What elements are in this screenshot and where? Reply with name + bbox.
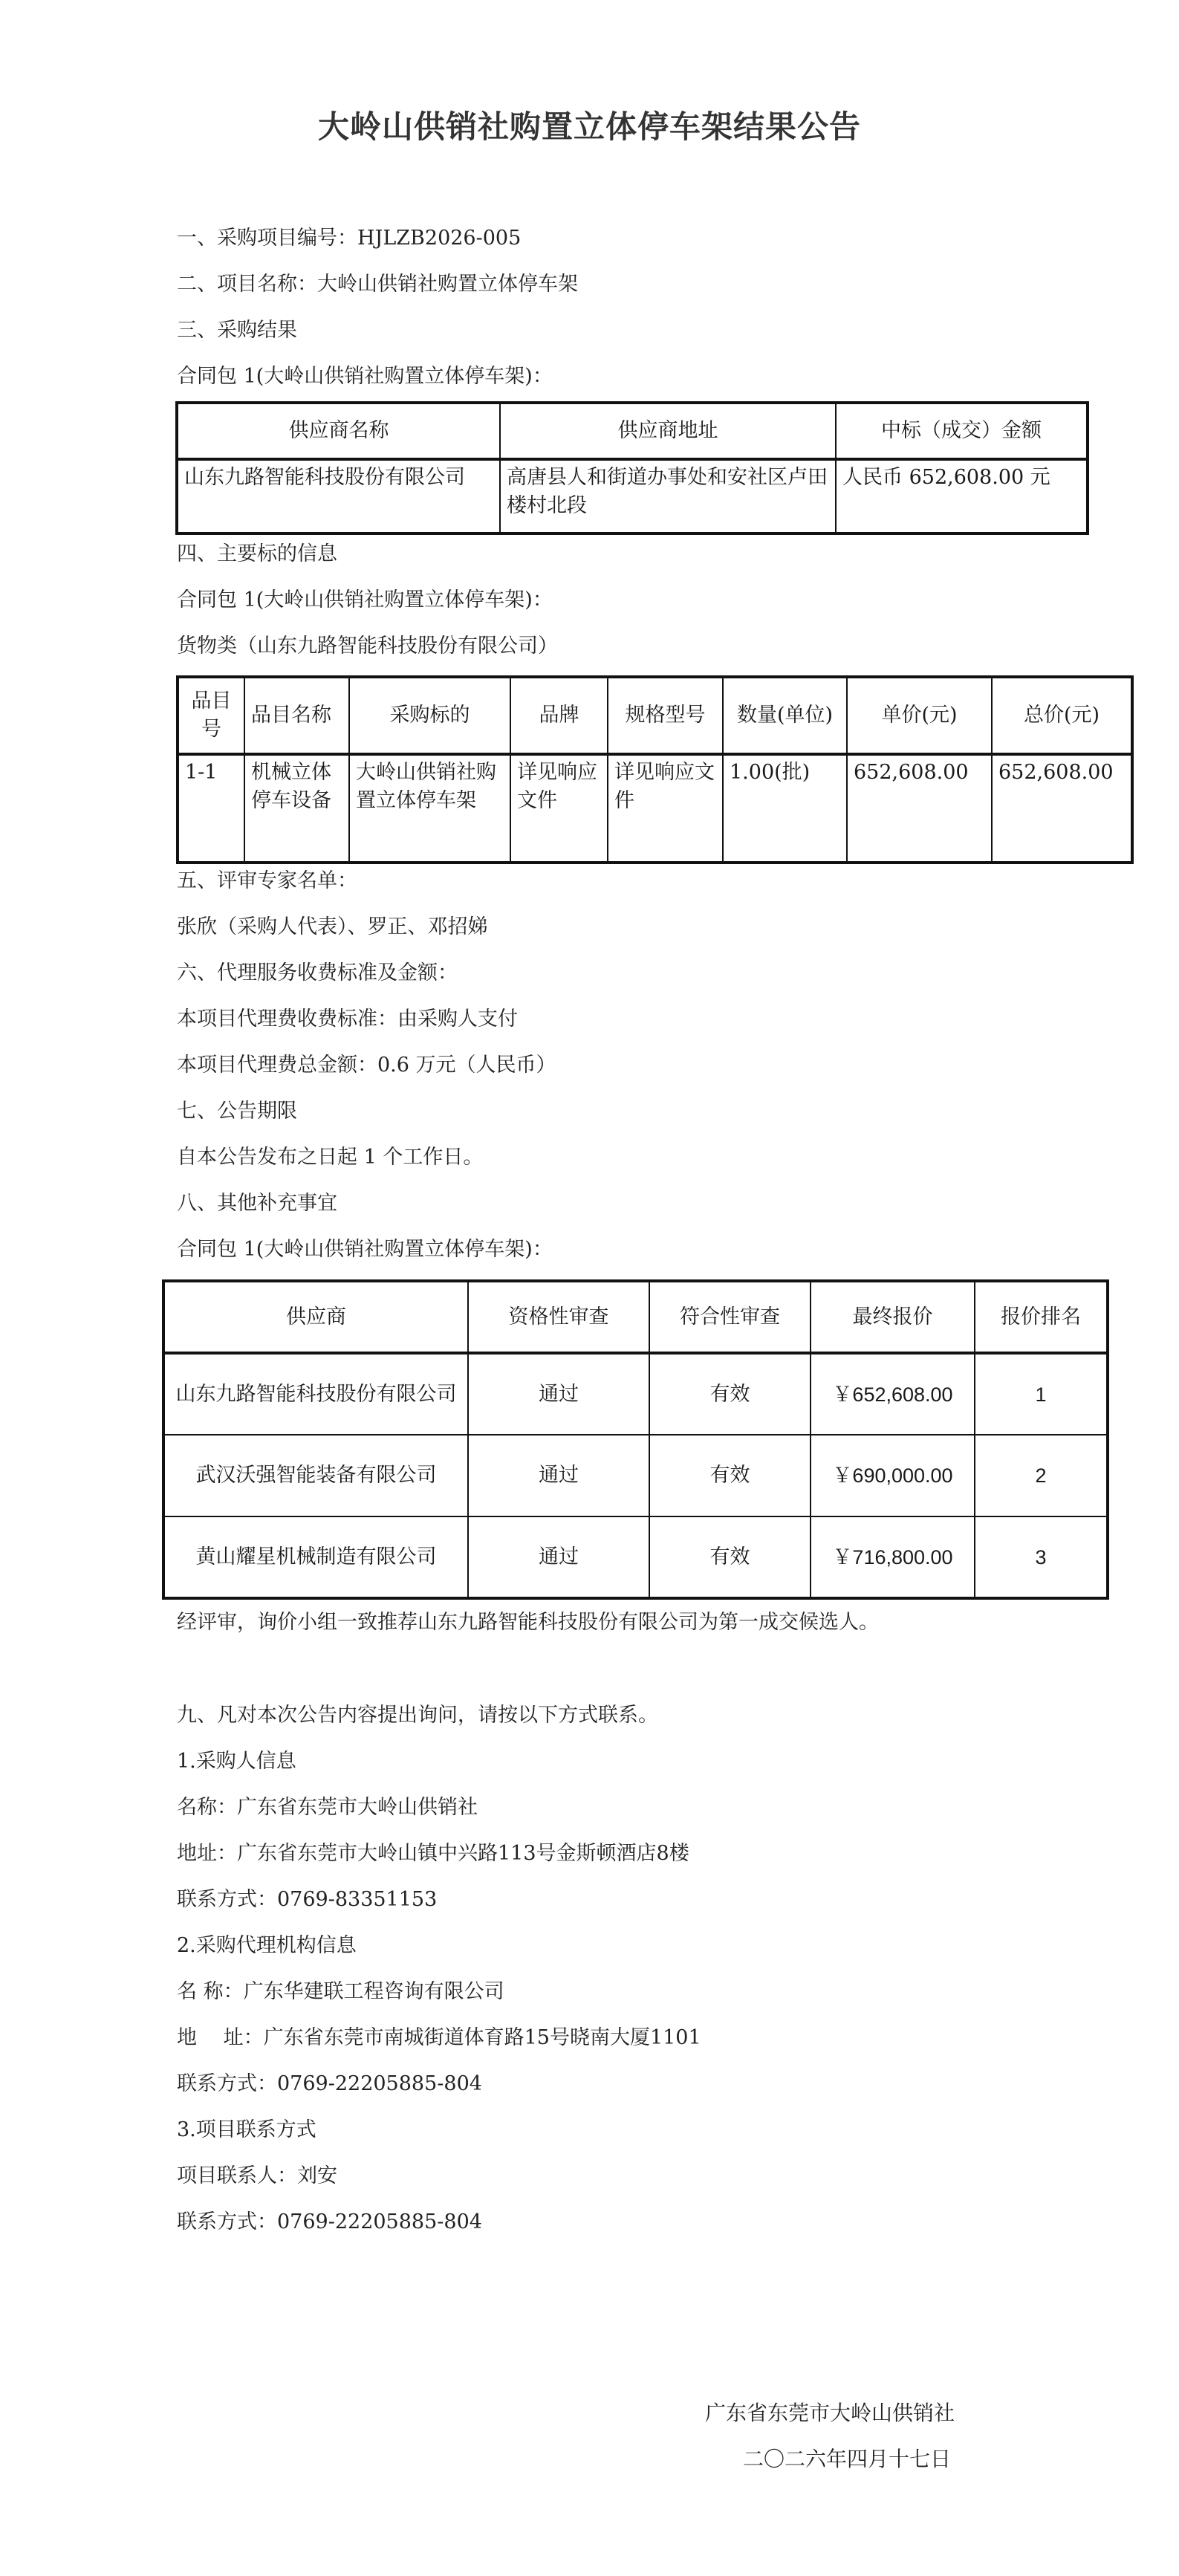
supplier-name-cell: 山东九路智能科技股份有限公司 xyxy=(177,459,500,533)
qualification-cell: 通过 xyxy=(468,1353,649,1435)
purchaser-address: 地址：广东省东莞市大岭山镇中兴路113号金斯顿酒店8楼 xyxy=(177,1842,689,1865)
column-header: 报价排名 xyxy=(975,1281,1108,1353)
column-header: 品目名称 xyxy=(244,677,349,754)
evaluation-conclusion: 经评审，询价小组一致推荐山东九路智能科技股份有限公司为第一成交候选人。 xyxy=(177,1611,879,1634)
final-quote-cell: ￥652,608.00 xyxy=(811,1353,975,1435)
compliance-cell: 有效 xyxy=(649,1516,811,1598)
model-cell: 详见响应文件 xyxy=(608,754,723,863)
final-quote-cell: ￥690,000.00 xyxy=(811,1435,975,1516)
final-quote-cell: ￥716,800.00 xyxy=(811,1516,975,1598)
section-heading-fees: 六、代理服务收费标准及金额： xyxy=(177,961,458,984)
project-contact-person: 项目联系人：刘安 xyxy=(177,2164,337,2187)
column-header: 供应商 xyxy=(163,1281,468,1353)
purchaser-heading: 1.采购人信息 xyxy=(177,1750,296,1773)
announcement-period: 自本公告发布之日起 1 个工作日。 xyxy=(177,1146,484,1169)
package-label: 合同包 1(大岭山供销社购置立体停车架)： xyxy=(177,588,553,611)
project-number: 一、采购项目编号：HJLZB2026-005 xyxy=(177,227,522,250)
column-header: 中标（成交）金额 xyxy=(836,403,1088,459)
column-header: 符合性审查 xyxy=(649,1281,811,1353)
section-heading-period: 七、公告期限 xyxy=(177,1100,297,1123)
table-row xyxy=(178,754,1132,863)
item-name-cell: 机械立体停车设备 xyxy=(244,754,349,863)
table-row xyxy=(177,459,1088,533)
signature-date: 二〇二六年四月十七日 xyxy=(743,2447,952,2471)
table-header-row xyxy=(163,1281,1108,1353)
qualification-cell: 通过 xyxy=(468,1516,649,1598)
table-row xyxy=(163,1516,1108,1598)
column-header: 供应商名称 xyxy=(177,403,500,459)
supplier-cell: 山东九路智能科技股份有限公司 xyxy=(163,1353,468,1435)
package-label: 合同包 1(大岭山供销社购置立体停车架)： xyxy=(177,365,553,388)
quantity-cell: 1.00(批) xyxy=(723,754,847,863)
agency-address: 地 址：广东省东莞市南城街道体育路15号晓南大厦1101 xyxy=(177,2026,701,2049)
page-title: 大岭山供销社购置立体停车架结果公告 xyxy=(317,108,861,145)
fee-standard: 本项目代理费收费标准：由采购人支付 xyxy=(177,1008,518,1031)
compliance-cell: 有效 xyxy=(649,1435,811,1516)
compliance-cell: 有效 xyxy=(649,1353,811,1435)
column-header: 品目号 xyxy=(178,677,244,754)
project-contact-heading: 3.项目联系方式 xyxy=(177,2118,316,2141)
table-header-row xyxy=(177,403,1088,459)
expert-list: 张欣（采购人代表）、罗正、邓招娣 xyxy=(177,915,488,938)
signature-organization: 广东省东莞市大岭山供销社 xyxy=(705,2401,955,2425)
qualification-cell: 通过 xyxy=(468,1435,649,1516)
column-header: 总价(元) xyxy=(992,677,1132,754)
section-heading-items: 四、主要标的信息 xyxy=(177,542,337,565)
rank-cell: 3 xyxy=(975,1516,1108,1598)
rank-cell: 2 xyxy=(975,1435,1108,1516)
unit-price-cell: 652,608.00 xyxy=(847,754,992,863)
table-header-row xyxy=(178,677,1132,754)
brand-cell: 详见响应文件 xyxy=(510,754,608,863)
result-table xyxy=(175,401,1089,535)
column-header: 资格性审查 xyxy=(468,1281,649,1353)
rank-cell: 1 xyxy=(975,1353,1108,1435)
table-row xyxy=(163,1353,1108,1435)
section-heading-experts: 五、评审专家名单： xyxy=(177,869,357,892)
purchaser-phone: 联系方式：0769-83351153 xyxy=(177,1888,438,1911)
project-contact-phone: 联系方式：0769-22205885-804 xyxy=(177,2210,482,2233)
supplier-address-cell: 高唐县人和街道办事处和安社区卢田楼村北段 xyxy=(500,459,836,533)
table-row xyxy=(163,1435,1108,1516)
section-heading-supplementary: 八、其他补充事宜 xyxy=(177,1192,337,1215)
section-heading-result: 三、采购结果 xyxy=(177,319,297,342)
supplier-cell: 黄山耀星机械制造有限公司 xyxy=(163,1516,468,1598)
column-header: 数量(单位) xyxy=(723,677,847,754)
agency-name: 名 称：广东华建联工程咨询有限公司 xyxy=(177,1980,504,2003)
procurement-subject-cell: 大岭山供销社购置立体停车架 xyxy=(349,754,510,863)
fee-amount: 本项目代理费总金额：0.6 万元（人民币） xyxy=(177,1054,556,1077)
column-header: 规格型号 xyxy=(608,677,723,754)
total-price-cell: 652,608.00 xyxy=(992,754,1132,863)
section-heading-contact: 九、凡对本次公告内容提出询问，请按以下方式联系。 xyxy=(177,1704,658,1727)
column-header: 供应商地址 xyxy=(500,403,836,459)
items-table xyxy=(176,675,1134,864)
category-label: 货物类（山东九路智能科技股份有限公司） xyxy=(177,635,558,658)
purchaser-name: 名称：广东省东莞市大岭山供销社 xyxy=(177,1796,478,1819)
agency-heading: 2.采购代理机构信息 xyxy=(177,1934,357,1957)
item-number-cell: 1-1 xyxy=(178,754,244,863)
award-amount-cell: 人民币 652,608.00 元 xyxy=(836,459,1088,533)
column-header: 品牌 xyxy=(510,677,608,754)
package-label: 合同包 1(大岭山供销社购置立体停车架)： xyxy=(177,1238,553,1261)
supplier-cell: 武汉沃强智能装备有限公司 xyxy=(163,1435,468,1516)
ranking-table xyxy=(162,1279,1109,1600)
column-header: 单价(元) xyxy=(847,677,992,754)
agency-phone: 联系方式：0769-22205885-804 xyxy=(177,2072,482,2095)
project-name: 二、项目名称：大岭山供销社购置立体停车架 xyxy=(177,273,578,296)
column-header: 采购标的 xyxy=(349,677,510,754)
column-header: 最终报价 xyxy=(811,1281,975,1353)
